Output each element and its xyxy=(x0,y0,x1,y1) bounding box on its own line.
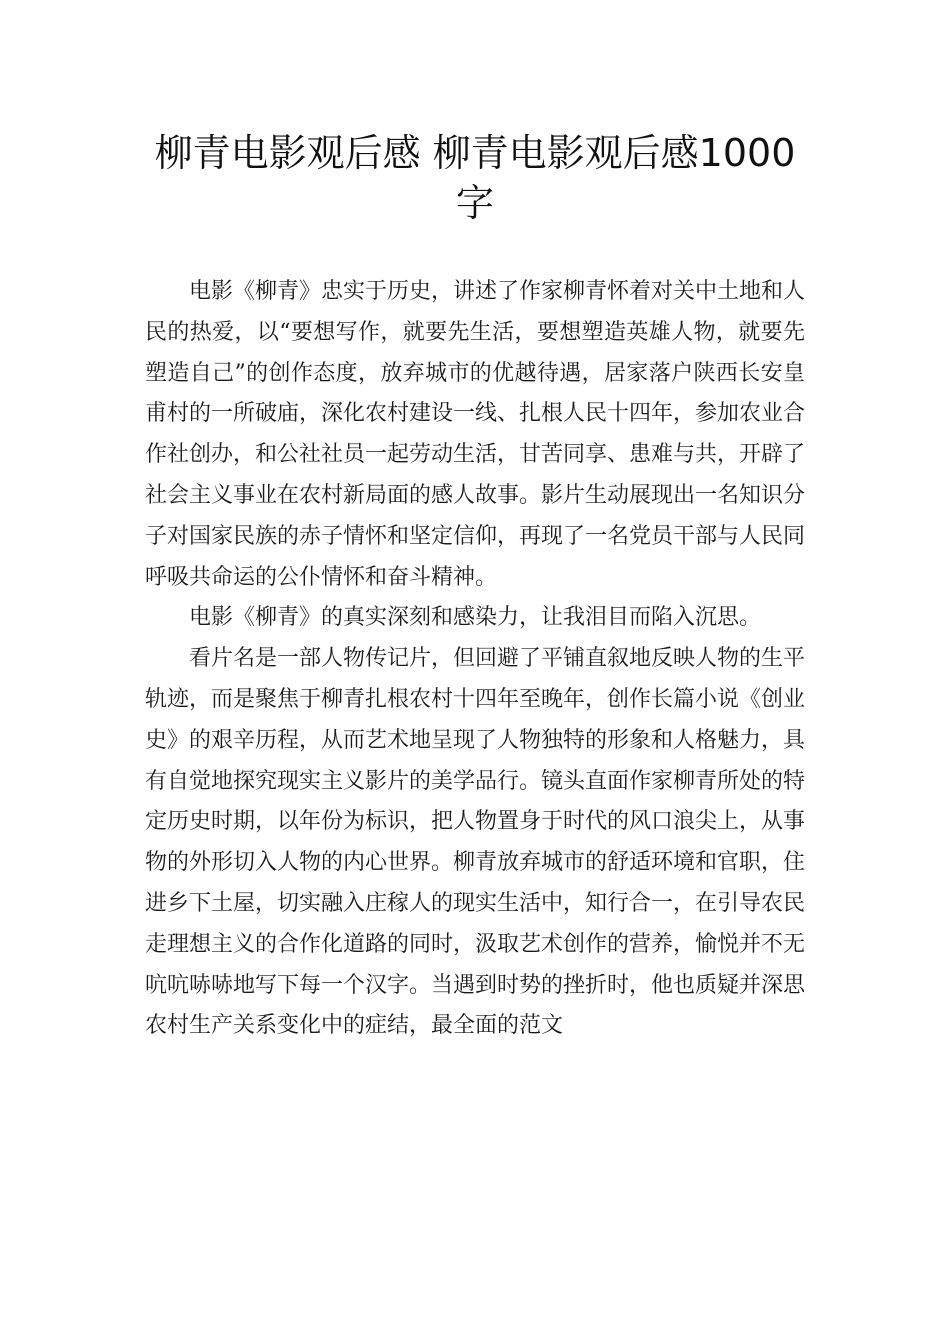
paragraph-2: 电影《柳青》的真实深刻和感染力，让我泪目而陷入沉思。 xyxy=(189,605,762,631)
paragraph-3: 看片名是一部人物传记片，但回避了平铺直叙地反映人物的生平轨迹，而是聚焦于柳青扎根农村十四年至晚年，创作长篇小说《创业史》的艰辛历程，从而艺术地呈现了人物独特的形象和人格魅力，具有自觉地探究现实主义影片的美学品行。镜头直面作家柳青所处的特定历史时期，以年份为标识，把人物置身于时代的风口浪尖上，从事物的外形切入人物的内心世界。柳青放弃城市的舒适环境和官职，住进乡下土屋，切实融入庄稼人的现实生活中，知行合一，在引导农民走理想主义的合作化道路的同时，汲取艺术创作的营养，愉悦并不无吭吭哧哧地写下每一个汉字。当遇到时势的挫折时，他也质疑并深思农村生产关系变化中的症结，最全面的范文 xyxy=(145,646,806,1039)
document-body xyxy=(145,272,805,1047)
paragraph-1: 电影《柳青》忠实于历史，讲述了作家柳青怀着对关中土地和人民的热爱，以“要想写作，就要先生活，要想塑造英雄人物，就要先塑造自己”的创作态度，放弃城市的优越待遇，居家落户陕西长安皇甫村的一所破庙，深化农村建设一线、扎根人民十四年，参加农业合作社创办，和公社社员一起劳动生活，甘苦同享、患难与共，开辟了社会主义事业在农村新局面的感人故事。影片生动展现出一名知识分子对国家民族的赤子情怀和坚定信仰，再现了一名党员干部与人民同呼吸共命运的公仆情怀和奋斗精神。 xyxy=(145,279,806,590)
document-title: 柳青电影观后感 柳青电影观后感1000字 xyxy=(154,131,796,225)
